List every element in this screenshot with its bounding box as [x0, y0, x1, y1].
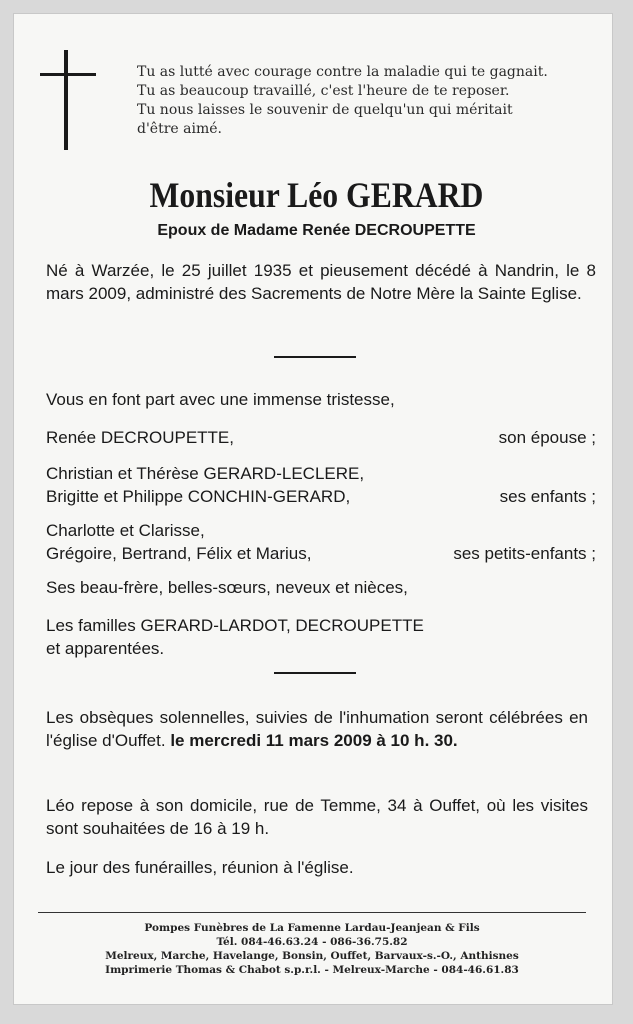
- footer: [38, 921, 586, 977]
- repose-text: Léo repose à son domicile, rue de Temme, 34 à Ouffet, où les visites sont souhaitées de 16 à 19 h.: [46, 796, 588, 838]
- poem-line: Tu as beaucoup travaillé, c'est l'heure de te reposer.: [137, 83, 510, 99]
- funeral-text: Le jour des funérailles, réunion à l'église.: [46, 858, 354, 877]
- family-name: Charlotte et Clarisse,: [46, 521, 205, 540]
- divider: [274, 672, 356, 674]
- ceremony-text: [46, 706, 588, 752]
- family-name: Les familles GERARD-LARDOT, DECROUPETTE: [46, 616, 424, 635]
- footer-line: Imprimerie Thomas & Chabot s.p.r.l. - Melreux-Marche - 084-46.61.83: [105, 964, 519, 976]
- spouse-line: Epoux de Madame Renée DECROUPETTE: [157, 222, 476, 239]
- family-name: et apparentées.: [46, 639, 165, 658]
- family-name: Ses beau-frère, belles-sœurs, neveux et nièces,: [46, 578, 408, 597]
- family-entry-spouse: [46, 426, 596, 449]
- family-relation: ses enfants ;: [499, 487, 596, 506]
- poem-line: Tu as lutté avec courage contre la maladie qui te gagnait.: [137, 64, 548, 80]
- family-entry-grandchildren: [46, 519, 596, 565]
- footer-divider: [38, 912, 586, 913]
- family-relation: son épouse ;: [498, 428, 596, 447]
- poem-line: Tu nous laisses le souvenir de quelqu'un qui méritait: [137, 102, 513, 118]
- ceremony-description: Les obsèques solennelles, suivies de l'inhumation seront célébrées en l'église d'Ouffet.: [46, 708, 588, 750]
- divider: [274, 356, 356, 358]
- footer-line: Pompes Funèbres de La Famenne Lardau-Jeanjean & Fils: [144, 922, 480, 934]
- footer-line: Melreux, Marche, Havelange, Bonsin, Ouffet, Barvaux-s.-O., Anthisnes: [105, 950, 519, 962]
- cross-icon: [40, 50, 96, 150]
- family-name: Brigitte et Philippe CONCHIN-GERARD,: [46, 487, 351, 506]
- family-name: Christian et Thérèse GERARD-LECLERE,: [46, 464, 365, 483]
- family-entry-children: [46, 462, 596, 508]
- family-name: Renée DECROUPETTE,: [46, 428, 234, 447]
- family-entry-families: [46, 614, 596, 660]
- poem: [137, 63, 577, 139]
- family-name: Grégoire, Bertrand, Félix et Marius,: [46, 544, 312, 563]
- family-entry-inlaws: [46, 576, 596, 599]
- birth-death-text: Né à Warzée, le 25 juillet 1935 et pieusement décédé à Nandrin, le 8 mars 2009, administré des Sacrements de Notre Mère la Sainte Eglise.: [46, 261, 596, 303]
- family-relation: ses petits-enfants ;: [453, 544, 596, 563]
- ceremony-date: le mercredi 11 mars 2009 à 10 h. 30.: [170, 731, 458, 750]
- death-notice-card: [14, 14, 612, 1004]
- deceased-name: Monsieur Léo GERARD: [149, 175, 484, 215]
- footer-line: Tél. 084-46.63.24 - 086-36.75.82: [216, 936, 408, 948]
- announcement: Vous en font part avec une immense tristesse,: [46, 390, 395, 409]
- poem-line: d'être aimé.: [137, 121, 222, 137]
